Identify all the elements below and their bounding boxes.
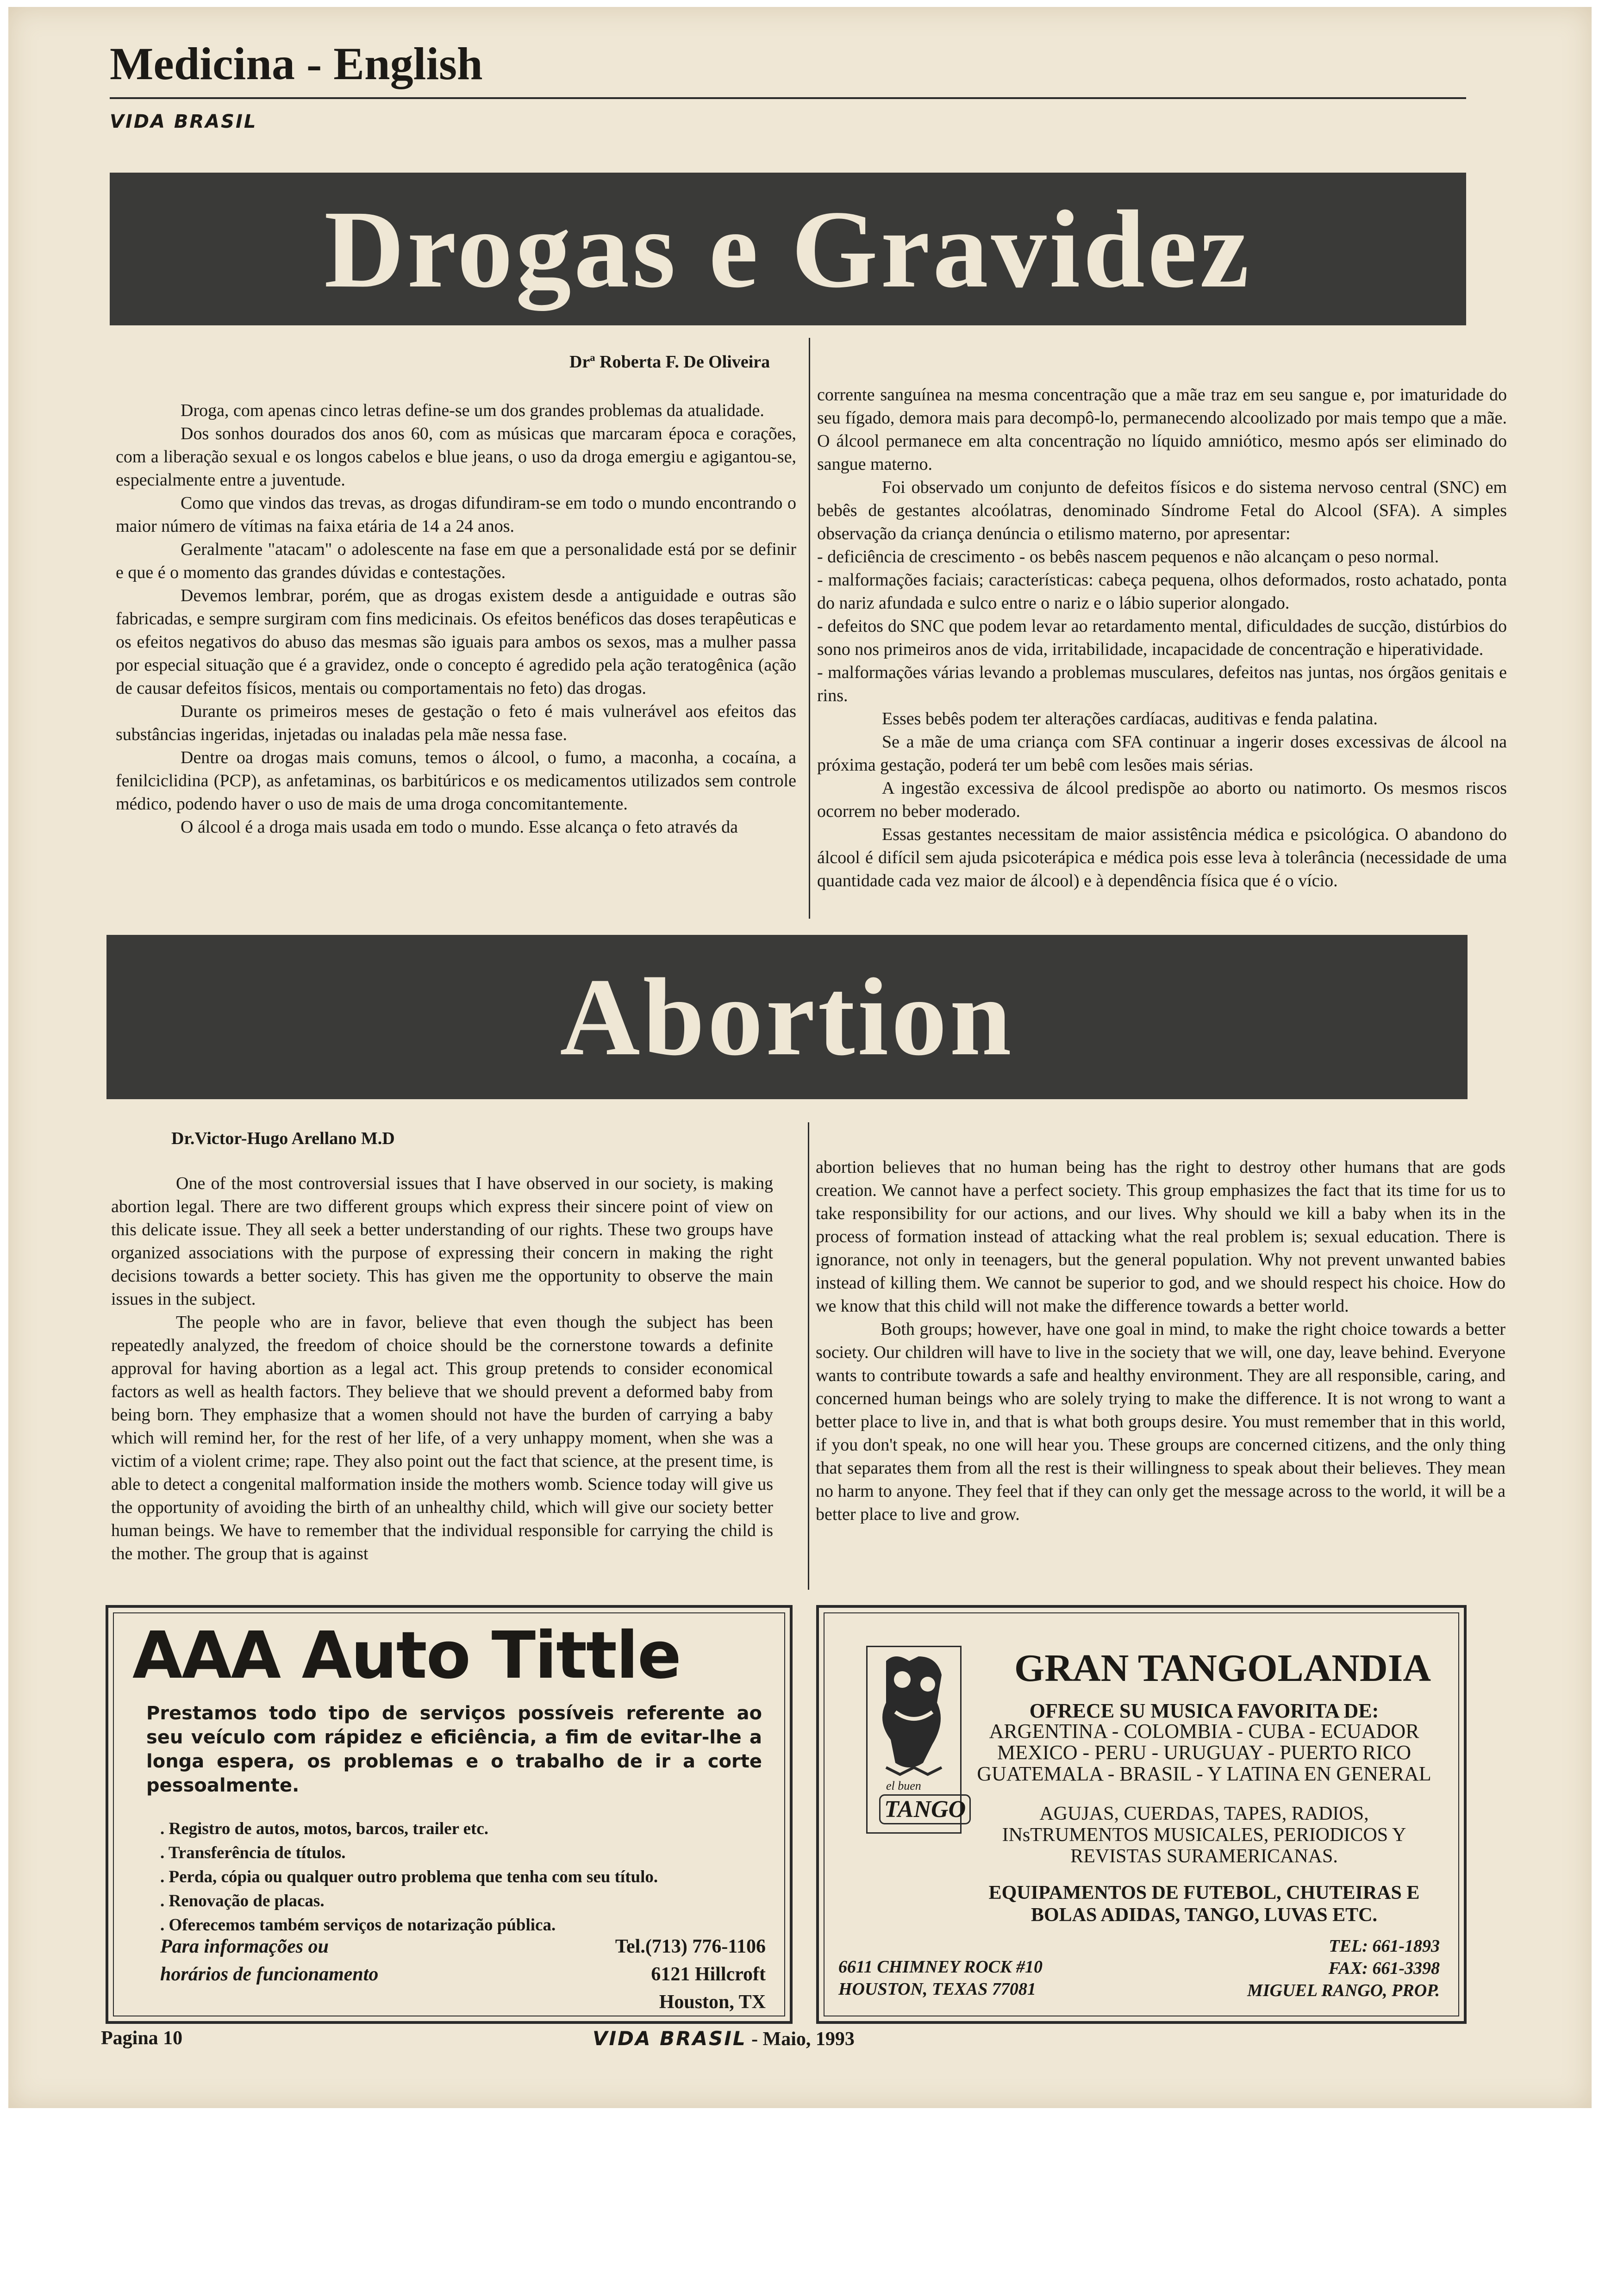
ad-auto-intro: Prestamos todo tipo de serviços possíveis referente ao seu veículo com rápidez e eficiência, a fim de evitar-lhe a longa espera, os problemas e o trabalho de ir a corte pessoalmente. [146, 1703, 762, 1796]
paragraph: abortion believes that no human being has the right to destroy other humans that are gods creation. We cannot have a perfect society. This group emphasizes the fact that its time for us to take responsibility for our actions, and our lives. Why should we kill a baby when its in the process of formation instead of attacking what the real problem is; sexual education. There is ignorance, not only in teenagers, but the general population. Why not prevent unwanted babies instead of killing them. We cannot be superior to god, and we should respect his choice. How do we know that this child will not make the difference towards a better world. [816, 1157, 1505, 1316]
paragraph: Droga, com apenas cinco letras define-se um dos grandes problemas da atualidade. [181, 401, 764, 420]
footer-date: - Maio, 1993 [751, 2028, 855, 2050]
paragraph: Como que vindos das trevas, as drogas difundiram-se em todo o mundo encontrando o maior número de vítimas na faixa etária de 14 a 24 anos. [116, 493, 796, 536]
ad-tango-address-line: HOUSTON, TEXAS 77081 [838, 1979, 1036, 1999]
list-item: REVISTAS SURAMERICANAS. [1070, 1846, 1338, 1867]
paragraph: Dentre oa drogas mais comuns, temos o álcool, o fumo, a maconha, a cocaína, a fenilciclidina (PCP), as anfetaminas, os barbitúricos e os medicamentos utilizados sem controle médico, podendo haver o uso de mais de uma droga concomitantemente. [116, 748, 796, 814]
list-item: BOLAS ADIDAS, TANGO, LUVAS ETC. [1031, 1904, 1378, 1926]
article1-column-2 [817, 383, 1507, 892]
article-title-abortion: Abortion [106, 935, 1468, 1099]
paragraph: - defeitos do SNC que podem levar ao retardamento mental, dificuldades de sucção, distúrbios do sono nos primeiros anos de vida, irritabilidade, incapacidade de concentração e hiperatividade. [817, 616, 1507, 659]
article1-column-1 [116, 399, 796, 839]
ad-auto-title: AAA Auto Tittle [132, 1618, 681, 1693]
publication-masthead: VIDA BRASIL [110, 111, 257, 132]
list-item: EQUIPAMENTOS DE FUTEBOL, CHUTEIRAS E [988, 1882, 1420, 1904]
logo-text-bottom: TANGO [879, 1794, 971, 1824]
list-item: . Renovação de placas. [160, 1889, 739, 1913]
list-item: AGUJAS, CUERDAS, TAPES, RADIOS, [1039, 1803, 1369, 1824]
el-buen-tango-logo [866, 1646, 966, 1834]
ad-tango-offer-heading: OFRECE SU MUSICA FAVORITA DE: [1029, 1699, 1379, 1722]
list-item: INsTRUMENTOS MUSICALES, PERIODICOS Y [1002, 1824, 1406, 1846]
paragraph: Essas gestantes necessitam de maior assistência médica e psicológica. O abandono do álcool é difícil sem ajuda psicoterápica e médica pois esse leva à tolerância (necessidade de uma quantidade cada vez maior de álcool) e à dependência física que é o vício. [817, 825, 1507, 890]
paragraph: O álcool é a droga mais usada em todo o mundo. Esse alcança o feto através da [181, 817, 738, 837]
paragraph: Se a mãe de uma criança com SFA continuar a ingerir doses excessivas de álcool na próxima gestação, poderá ter um bebê com lesões mais sérias. [817, 732, 1507, 775]
paragraph: One of the most controversial issues that I have observed in our society, is making abortion legal. There are two different groups which express their sincere point of view on this delicate issue. They all seek a better understanding of our rights. These two groups have organized associations with the purpose of expressing their concern in making the right decisions towards a better society. This has given me the opportunity to observe the main issues in the subject. [111, 1174, 773, 1309]
ad-auto-info-line: Para informações ou [160, 1936, 329, 1957]
paragraph: Both groups; however, have one goal in mind, to make the right choice towards a better society. Our children will have to live in the society that we will, one day, leave behind. Everyone wants to contribute towards a safe and healthy environment. They are all responsible, caring, and concerned human beings who are solely trying to make the difference. It is not wrong to want a better place to live in, and that is what both groups desire. You must remember that in this world, if you don't speak, no one will hear you. These groups are concerned citizens, and the only thing that separates them from all the rest is their willingness to speak about their believes. They mean no harm to anyone. They feel that if they can only get the message across to the world, it will be a better place to live and grow. [816, 1319, 1505, 1524]
ad-auto-street: 6121 Hillcroft [651, 1964, 766, 1985]
article1-author: Drª Roberta F. De Oliveira [569, 352, 770, 372]
paragraph: Devemos lembrar, porém, que as drogas existem desde a antiguidade e outras são fabricadas, e sempre surgiram com fins medicinais. Os efeitos benéficos das doses terapêuticas e os efeitos negativos do abuso das mesmas são iguais para ambos os sexos, mas a mulher passa por especial situação que é a gravidez, onde o concepto é agredido pela ação teratogênica (ação de causar defeitos físicos, mentais ou comportamentais no feto) das drogas. [116, 586, 796, 698]
footer-dateline [593, 2027, 855, 2050]
article2-column-2 [816, 1156, 1505, 1526]
list-item: MEXICO - PERU - URUGUAY - PUERTO RICO [997, 1741, 1412, 1764]
list-item: . Registro de autos, motos, barcos, trailer etc. [160, 1817, 739, 1841]
footer-publication: VIDA BRASIL [593, 2027, 747, 2050]
ad-tango-fax: FAX: 661-3398 [1328, 1959, 1440, 1978]
ad-tango-countries [949, 1721, 1459, 1785]
ad-tango-sports [949, 1882, 1459, 1926]
ad-tango-address [838, 1956, 1043, 2000]
paragraph: - malformações várias levando a problemas musculares, defeitos nas juntas, nos órgãos genitais e rins. [817, 663, 1507, 705]
list-item: GUATEMALA - BRASIL - Y LATINA EN GENERAL [977, 1762, 1431, 1785]
column-divider [809, 338, 810, 919]
ad-auto-info-line: horários de funcionamento [160, 1964, 379, 1985]
logo-text-top: el buen [886, 1779, 921, 1792]
article-title-drogas: Drogas e Gravidez [110, 173, 1466, 325]
ad-auto-city: Houston, TX [659, 1991, 766, 2013]
ad-auto-services [160, 1817, 739, 1937]
ad-tango-contact [1247, 1935, 1440, 2002]
ad-tango-title: GRAN TANGOLANDIA [1014, 1647, 1431, 1690]
paragraph: A ingestão excessiva de álcool predispõe ao aborto ou natimorto. Os mesmos riscos ocorrem no beber moderado. [817, 778, 1507, 821]
ad-tango-address-line: 6611 CHIMNEY ROCK #10 [838, 1957, 1043, 1977]
paragraph: Dos sonhos dourados dos anos 60, com as músicas que marcaram época e corações, com a liberação sexual e os longos cabelos e blue jeans, o uso da droga emergiu e agigantou-se, especialmente entre a juventude. [116, 424, 796, 490]
paragraph: Foi observado um conjunto de defeitos físicos e do sistema nervoso central (SNC) em bebês de gestantes alcoólatras, denominado Síndrome Fetal do Alcool (SFA). A simples observação da criança denúncia o etilismo materno, por apresentar: [817, 478, 1507, 543]
ad-tango-owner: MIGUEL RANGO, PROP. [1247, 1981, 1440, 2000]
list-item: ARGENTINA - COLOMBIA - CUBA - ECUADOR [989, 1720, 1419, 1742]
article2-column-1 [111, 1172, 773, 1565]
section-title: Medicina - English [110, 38, 483, 89]
paragraph: The people who are in favor, believe that even though the subject has been repeatedly analyzed, the freedom of choice should be the cornerstone towards a definite approval for having abortion as a legal act. This group pretends to consider economical factors as well as health factors. They believe that we should prevent a deformed baby from being born. They emphasize that a women should not have the burden of carrying a baby which will remind her, for the rest of her life, of a very unhappy moment, when she was a victim of a violent crime; rape. They also point out the fact that science, at the present time, is able to detect a congenital malformation inside the mothers womb. Science today will give us the opportunity of avoiding the birth of an unhealthy child, which will give our society better human beings. We have to remember that the individual responsible for carrying the child is the mother. The group that is against [111, 1313, 773, 1563]
ad-auto-info [160, 1933, 378, 1988]
ad-gran-tangolandia [816, 1605, 1467, 2024]
paragraph: Durante os primeiros meses de gestação o feto é mais vulnerável aos efeitos das substâncias ingeridas, injetadas ou inaladas pela mãe nessa fase. [116, 702, 796, 744]
page-number: Pagina 10 [101, 2028, 183, 2049]
header-rule [110, 97, 1466, 99]
column-divider [808, 1122, 809, 1590]
paragraph: corrente sanguínea na mesma concentração que a mãe traz em seu sangue e, por imaturidade do seu fígado, demora mais para decompô-lo, permanecendo alcoolizado por mais tempo que a mãe. O álcool permanece em alta concentração no líquido amniótico, mesmo após ser eliminado do sangue materno. [817, 385, 1507, 474]
paragraph: Esses bebês podem ter alterações cardíacas, auditivas e fenda palatina. [882, 709, 1378, 728]
ad-auto-contact [615, 1933, 766, 2016]
paragraph: Geralmente "atacam" o adolescente na fase em que a personalidade está por se definir e que é o momento das grandes dúvidas e contestações. [116, 540, 796, 582]
list-item: . Transferência de títulos. [160, 1841, 739, 1865]
paragraph: - malformações faciais; características: cabeça pequena, olhos deformados, rosto achatado, ponta do nariz afundada e sulco entre o nariz e o lábio superior alongado. [817, 570, 1507, 613]
ad-tango-products [949, 1803, 1459, 1867]
article2-author: Dr.Victor-Hugo Arellano M.D [171, 1129, 395, 1148]
list-item: . Perda, cópia ou qualquer outro problema que tenha com seu título. [160, 1865, 739, 1889]
ad-aaa-auto-tittle [106, 1605, 793, 2024]
paragraph: - deficiência de crescimento - os bebês nascem pequenos e não alcançam o peso normal. [817, 547, 1439, 566]
list-item: . Oferecemos também serviços de notarização pública. [160, 1913, 739, 1937]
ad-tango-tel: TEL: 661-1893 [1329, 1936, 1440, 1956]
ad-auto-phone: Tel.(713) 776-1106 [615, 1936, 766, 1957]
